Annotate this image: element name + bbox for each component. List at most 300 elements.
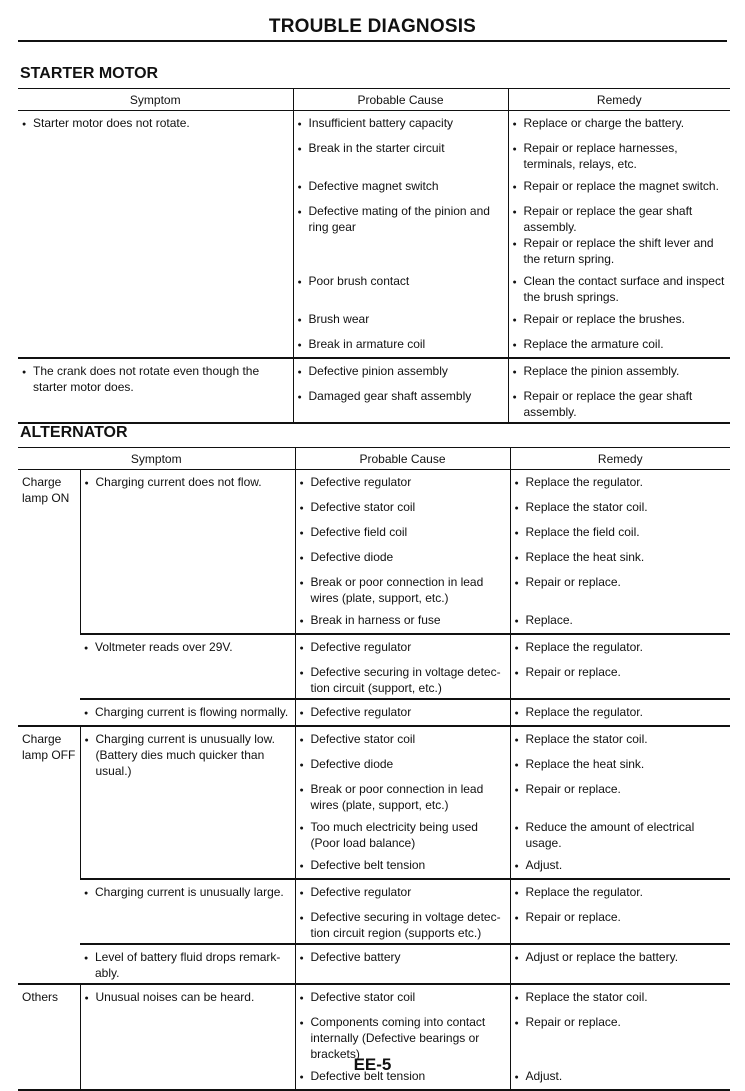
table-row [18,470,730,635]
cause-cell [295,634,510,699]
probable-cause [298,140,504,159]
remedy [515,704,727,723]
probable-cause [298,203,504,235]
bullet-icon [513,311,524,330]
probable-cause [300,909,506,941]
remedy-text: Repair or replace. [525,782,621,796]
bullet-icon [298,115,309,134]
probable-cause-text: Defective diode [310,757,394,771]
bullet-icon [84,639,95,658]
bullet-icon [513,140,524,159]
remedy-item [515,815,727,853]
probable-cause [300,949,506,968]
symptom-text: Charging current is unusually low. (Battery dies much quicker than usual.) [95,732,275,778]
table-row [18,944,730,984]
bullet-icon [515,499,526,518]
remedy-item [515,752,727,777]
remedy-text: Replace the regulator. [525,885,643,899]
remedy [515,857,727,876]
symptom-cell [18,358,293,423]
bullet-icon [300,857,311,876]
bullet-icon [300,731,311,750]
probable-cause-text: Defective battery [310,950,401,964]
bullet-icon [298,140,309,159]
remedy-text: Repair or replace the magnet switch. [523,179,719,193]
remedy [513,388,727,420]
bullet-icon [298,311,309,330]
cause-cell [293,111,508,359]
bullet-icon [300,474,311,493]
bullet-icon [300,1014,311,1033]
remedy [513,178,727,197]
bullet-icon [515,574,526,593]
remedy [515,574,727,593]
symptom [22,115,289,134]
probable-cause [300,857,506,876]
cause-cell [293,358,508,423]
cause-item [300,660,506,698]
bullet-icon [85,474,96,493]
probable-cause-text: Insufficient battery capacity [308,116,454,130]
bullet-icon [84,704,95,723]
table-row [18,358,730,423]
remedy-text: Replace the stator coil. [525,732,648,746]
bullet-icon [515,731,526,750]
probable-cause-text: Defective belt tension [310,1069,426,1083]
bullet-icon [300,989,311,1008]
probable-cause-text: Break in harness or fuse [310,613,441,627]
cause-item [298,136,504,174]
cause-item [298,332,504,357]
remedy-text: Replace the armature coil. [523,337,664,351]
symptom-cell [80,879,295,944]
remedy-item [513,269,727,307]
column-header-cause: Probable Cause [295,448,510,470]
remedy [515,756,727,775]
starter-motor-table [18,88,730,424]
bullet-icon [515,857,526,876]
probable-cause-text: Defective field coil [310,525,408,539]
remedy [513,203,727,235]
remedy-text: Replace the regulator. [525,705,643,719]
remedy [513,363,727,382]
remedy-text: Repair or replace. [525,575,621,589]
page-title: TROUBLE DIAGNOSIS [268,16,477,37]
column-header-cause: Probable Cause [293,89,508,111]
probable-cause [300,781,506,813]
remedy [513,115,727,134]
bullet-icon [300,499,311,518]
symptom [85,989,291,1008]
bullet-icon [513,273,524,292]
remedy-item [513,384,727,422]
cause-item [300,905,506,943]
remedy-text: Replace the stator coil. [525,500,648,514]
remedy [515,664,727,683]
probable-cause [300,549,506,568]
cause-item [300,608,506,633]
remedy-item [515,853,727,878]
bullet-icon [515,909,526,928]
probable-cause-text: Break or poor connection in lead wires (plate, support, etc.) [310,575,484,605]
remedy [515,781,727,800]
remedy-text: Replace the regulator. [525,640,643,654]
remedy-text: Repair or replace. [525,1015,621,1029]
cause-item [300,777,506,815]
bullet-icon [515,819,526,838]
probable-cause-text: Too much electricity being used (Poor load balance) [310,820,478,850]
remedy-text: Reduce the amount of electrical usage. [525,820,695,850]
probable-cause-text: Defective diode [310,550,394,564]
probable-cause-text: Defective regulator [310,885,412,899]
remedy-text: Adjust or replace the battery. [525,950,679,964]
bullet-icon [515,884,526,903]
cause-item [300,815,506,853]
bullet-icon [515,664,526,683]
symptom-text: Charging current is flowing normally. [95,705,289,719]
remedy [513,235,727,267]
probable-cause-text: Defective magnet switch [308,179,439,193]
remedy-cell [508,358,730,423]
bullet-icon [515,781,526,800]
alternator-table [18,447,730,1091]
symptom [22,363,289,395]
bullet-icon [515,639,526,658]
symptom-cell [80,699,295,726]
remedy-item [515,570,727,608]
remedy [515,909,727,928]
remedy-item [515,727,727,752]
probable-cause-text: Defective regulator [310,705,412,719]
probable-cause [298,336,504,355]
remedy-item [515,945,727,970]
bullet-icon [515,1014,526,1033]
cause-item [300,635,506,660]
table-row [18,879,730,944]
bullet-icon [85,731,96,750]
bullet-icon [300,884,311,903]
probable-cause [300,884,506,903]
remedy-item [513,332,727,357]
title-rule [18,40,727,42]
remedy [515,819,727,851]
probable-cause-text: Defective belt tension [310,858,426,872]
remedy [515,884,727,903]
remedy-item [513,307,727,332]
symptom [85,731,291,779]
cause-item [298,199,504,269]
remedy-item [515,700,727,725]
symptom-cell [18,111,293,359]
symptom [84,704,291,723]
cause-item [300,727,506,752]
probable-cause [300,612,506,631]
bullet-icon [515,949,526,968]
remedy [513,140,727,172]
table-row [18,699,730,726]
remedy-item [513,359,727,384]
cause-item [298,174,504,199]
bullet-icon [298,273,309,292]
bullet-icon [22,363,33,382]
alternator-heading: ALTERNATOR [20,424,128,441]
remedy-text: Replace the field coil. [525,525,640,539]
remedy-text: Adjust. [525,1069,563,1083]
symptom-cell [80,726,295,879]
probable-cause-text: Defective pinion assembly [308,364,448,378]
probable-cause [298,363,504,382]
bullet-icon [84,949,95,968]
bullet-icon [300,781,311,800]
remedy-text: Replace the stator coil. [525,990,648,1004]
probable-cause [300,524,506,543]
cause-cell [295,699,510,726]
bullet-icon [300,549,311,568]
bullet-icon [513,336,524,355]
cause-item [298,111,504,136]
bullet-icon [513,388,524,407]
cause-cell [295,879,510,944]
bullet-icon [300,524,311,543]
symptom [84,949,291,981]
probable-cause [300,474,506,493]
cause-item [300,880,506,905]
remedy [513,273,727,305]
symptom-text: The crank does not rotate even though the starter motor does. [33,364,260,394]
symptom-text: Voltmeter reads over 29V. [95,640,233,654]
bullet-icon [513,363,524,382]
probable-cause [300,819,506,851]
table-row [18,634,730,699]
probable-cause-text: Defective securing in voltage detec-tion circuit region (supports etc.) [310,910,501,940]
remedy-item [515,880,727,905]
remedy-text: Repair or replace. [525,665,621,679]
remedy [515,474,727,493]
remedy-cell [510,726,730,879]
symptom-cell [80,470,295,635]
cause-item [300,545,506,570]
probable-cause [300,499,506,518]
symptom [84,884,291,903]
probable-cause-text: Components coming into contact internally (Defective bearings or brackets) [310,1015,486,1061]
probable-cause-text: Defective regulator [310,640,412,654]
bullet-icon [300,664,311,683]
remedy [515,989,727,1008]
bullet-icon [515,989,526,1008]
probable-cause [298,115,504,134]
remedy-item [515,985,727,1010]
cause-item [300,853,506,878]
cause-item [298,307,504,332]
probable-cause-text: Break or poor connection in lead wires (plate, support, etc.) [310,782,484,812]
column-header-remedy: Remedy [510,448,730,470]
probable-cause [300,664,506,696]
bullet-icon [298,336,309,355]
remedy-text: Replace the heat sink. [525,757,645,771]
remedy-item [513,111,727,136]
remedy-text: Replace the regulator. [525,475,643,489]
bullet-icon [85,989,96,1008]
symptom-text: Starter motor does not rotate. [33,116,190,130]
bullet-icon [300,574,311,593]
remedy-item [513,136,727,174]
remedy-item [515,905,727,943]
remedy [515,949,727,968]
remedy-text: Repair or replace the gear shaft assembly. [523,389,693,419]
bullet-icon [298,388,309,407]
symptom-cell [80,634,295,699]
probable-cause [300,989,506,1008]
remedy-text: Repair or replace the brushes. [523,312,685,326]
cause-item [300,570,506,608]
probable-cause [298,273,504,292]
bullet-icon [22,115,33,134]
bullet-icon [513,203,524,222]
probable-cause-text: Defective mating of the pinion and ring gear [308,204,490,234]
bullet-icon [515,474,526,493]
remedy-item [515,495,727,520]
remedy [515,524,727,543]
remedy [515,1014,727,1033]
remedy-item [515,635,727,660]
cause-item [300,752,506,777]
bullet-icon [515,756,526,775]
probable-cause [300,639,506,658]
remedy-text: Adjust. [525,858,563,872]
symptom-text: Charging current does not flow. [95,475,262,489]
probable-cause-text: Defective stator coil [310,500,416,514]
starter-motor-heading: STARTER MOTOR [20,65,159,82]
remedy-cell [510,879,730,944]
bullet-icon [298,363,309,382]
remedy-text: Replace. [525,613,573,627]
remedy-text: Repair or replace the shift lever and the return spring. [523,236,714,266]
bullet-icon [300,909,311,928]
bullet-icon [300,949,311,968]
probable-cause-text: Defective regulator [310,475,412,489]
condition-label: Others [18,984,80,1090]
remedy-text: Replace or charge the battery. [523,116,685,130]
remedy-item [513,174,727,199]
remedy-text: Repair or replace. [525,910,621,924]
remedy-cell [508,111,730,359]
bullet-icon [515,524,526,543]
condition-label: Charge lamp ON [18,470,80,727]
remedy-item [515,777,727,815]
bullet-icon [300,612,311,631]
probable-cause [300,731,506,750]
remedy-cell [510,944,730,984]
bullet-icon [513,235,524,254]
probable-cause [300,756,506,775]
symptom [85,474,291,493]
bullet-icon [513,178,524,197]
remedy [515,612,727,631]
bullet-icon [300,819,311,838]
probable-cause-text: Break in armature coil [308,337,426,351]
probable-cause-text: Damaged gear shaft assembly [308,389,472,403]
cause-cell [295,470,510,635]
column-header-symptom: Symptom [18,448,295,470]
remedy-text: Replace the pinion assembly. [523,364,680,378]
bullet-icon [298,178,309,197]
bullet-icon [300,704,311,723]
remedy-cell [510,699,730,726]
symptom-cell [80,944,295,984]
cause-item [300,520,506,545]
symptom-text: Unusual noises can be heard. [95,990,255,1004]
bullet-icon [515,704,526,723]
cause-cell [295,726,510,879]
remedy-cell [510,634,730,699]
condition-label: Charge lamp OFF [18,726,80,984]
probable-cause [298,388,504,407]
probable-cause-text: Break in the starter circuit [308,141,445,155]
cause-item [300,470,506,495]
cause-item [300,700,506,725]
symptom-text: Charging current is unusually large. [95,885,284,899]
table-row [18,726,730,879]
symptom [84,639,291,658]
remedy [515,549,727,568]
remedy-item [515,545,727,570]
cause-item [300,945,506,970]
page-number: EE-5 [353,1055,392,1074]
remedy-item [515,660,727,698]
cause-cell [295,944,510,984]
probable-cause [298,178,504,197]
probable-cause-text: Defective stator coil [310,732,416,746]
remedy-item [513,199,727,269]
cause-item [298,384,504,422]
cause-item [298,269,504,307]
cause-item [300,985,506,1010]
remedy-cell [510,470,730,635]
symptom-text: Level of battery fluid drops remark-ably. [95,950,281,980]
remedy [515,639,727,658]
remedy-text: Repair or replace the gear shaft assembly. [523,204,693,234]
cause-item [298,359,504,384]
table-row [18,111,730,359]
bullet-icon [84,884,95,903]
probable-cause [300,704,506,723]
remedy-item [515,470,727,495]
probable-cause-text: Defective securing in voltage detec-tion circuit (support, etc.) [310,665,501,695]
remedy-text: Repair or replace harnesses, terminals, relays, etc. [523,141,678,171]
column-header-symptom: Symptom [18,89,293,111]
cause-item [300,495,506,520]
remedy [515,731,727,750]
probable-cause-text: Poor brush contact [308,274,410,288]
remedy [515,499,727,518]
remedy-item [515,608,727,633]
probable-cause-text: Defective stator coil [310,990,416,1004]
bullet-icon [300,639,311,658]
column-header-remedy: Remedy [508,89,730,111]
bullet-icon [298,203,309,222]
remedy-text: Clean the contact surface and inspect the brush springs. [523,274,725,304]
probable-cause [300,574,506,606]
bullet-icon [513,115,524,134]
probable-cause [298,311,504,330]
remedy [513,311,727,330]
remedy-text: Replace the heat sink. [525,550,645,564]
bullet-icon [515,612,526,631]
bullet-icon [300,756,311,775]
remedy-item [515,520,727,545]
remedy [513,336,727,355]
probable-cause-text: Brush wear [308,312,370,326]
